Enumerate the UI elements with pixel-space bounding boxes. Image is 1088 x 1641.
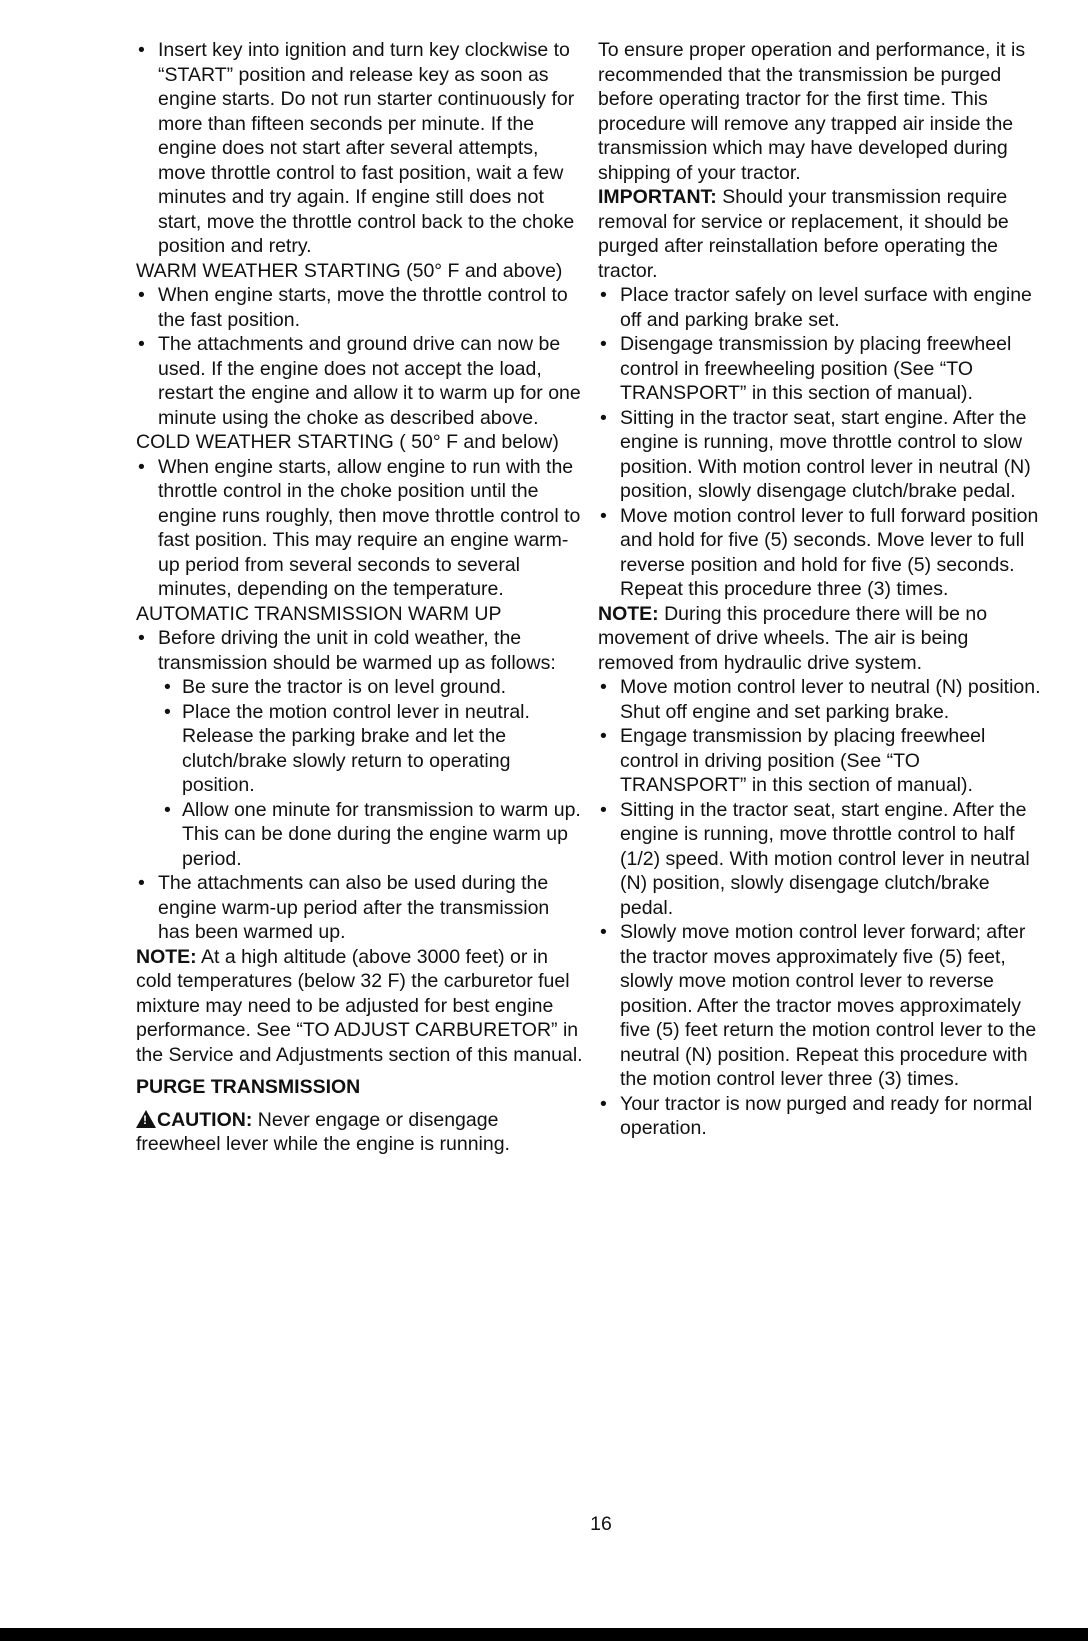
auto-trans-heading: AUTOMATIC TRANSMISSION WARM UP	[136, 602, 502, 625]
bullet-purge-9: • Your tractor is now purged and ready for normal operation.	[598, 1092, 1048, 1141]
bullet-purge-8: • Slowly move motion control lever forward; after the tractor moves approximately five (5) feet, slowly move motion control lever to reverse position. After the tractor moves approximately five (5) feet return the motion control lever to the neutral (N) position. Repeat this procedure with the motion control lever three (3) times.	[598, 920, 1048, 1092]
page-number: 16	[590, 1513, 612, 1535]
left-column	[136, 38, 586, 1157]
note-altitude	[136, 945, 586, 1068]
warm-weather-heading: WARM WEATHER STARTING (50° F and above)	[136, 259, 563, 282]
important-label: IMPORTANT:	[598, 186, 717, 208]
bullet-purge-1: • Place tractor safely on level surface with engine off and parking brake set.	[598, 283, 1048, 332]
purge-intro: To ensure proper operation and performance, it is recommended that the transmission be purged before operating tractor for the first time. This procedure will remove any trapped air inside the transmission which may have developed during shipping of your tractor.	[598, 39, 1026, 184]
bullet-purge-6: • Engage transmission by placing freewheel control in driving position (See “TO TRANSPORT” in this section of manual).	[598, 724, 1048, 798]
note-label: NOTE:	[136, 945, 197, 968]
bullet-cold-1: • When engine starts, allow engine to run with the throttle control in the choke position until the engine runs roughly, then move throttle control to fast position. This may require an engine warm-up period from several seconds to several minutes, depending on the temperature.	[136, 455, 586, 602]
note-drive-wheels	[598, 602, 1048, 676]
bullet-purge-3: • Sitting in the tractor seat, start engine. After the engine is running, move throttle control to slow position. With motion control lever in neutral (N) position, slowly disengage clutch/brake pedal.	[598, 406, 1048, 504]
right-column	[598, 38, 1048, 1141]
purge-heading: PURGE TRANSMISSION	[136, 1076, 361, 1098]
important-notice	[598, 185, 1048, 283]
bullet-insert-key: • Insert key into ignition and turn key clockwise to “START” position and release key as soon as engine starts. Do not run starter continuously for more than fifteen seconds per minute. If the engine does not start after several attempts, move throttle control to fast position, wait a few minutes and try again. If engine still does not start, move the throttle control back to the choke position and retry.	[136, 38, 586, 259]
bullet-auto-1: • Before driving the unit in cold weather, the transmission should be warmed up as follows:	[136, 626, 586, 675]
note-text-right: During this procedure there will be no movement of drive wheels. The air is being removed from hydraulic drive system.	[598, 602, 988, 674]
bullet-auto-2: • The attachments can also be used during the engine warm-up period after the transmission has been warmed up.	[136, 871, 586, 945]
important-text: Should your transmission require removal for service or replacement, it should be purged after reinstallation before operating the tractor.	[598, 186, 1009, 282]
subbullet-level-ground: • Be sure the tractor is on level ground.	[136, 675, 586, 700]
cold-weather-heading: COLD WEATHER STARTING ( 50° F and below)	[136, 431, 559, 453]
scan-bottom-edge	[0, 1628, 1088, 1641]
caution-notice	[136, 1108, 586, 1157]
caution-triangle-icon	[136, 1110, 156, 1128]
caution-text: Never engage or disengage freewheel lever while the engine is running.	[136, 1108, 510, 1155]
bullet-purge-7: • Sitting in the tractor seat, start engine. After the engine is running, move throttle control to half (1/2) speed. With motion control lever in neutral (N) position, slowly disengage clutch/brake pedal.	[598, 798, 1048, 921]
note-text: At a high altitude (above 3000 feet) or in cold temperatures (below 32 F) the carburetor fuel mixture may need to be adjusted for best engine performance. See “TO ADJUST CARBURETOR” in the Service and Adjustments section of this manual.	[136, 945, 583, 1066]
bullet-warm-2: • The attachments and ground drive can now be used. If the engine does not accept the load, restart the engine and allow it to warm up for one minute using the choke as described above.	[136, 332, 586, 430]
bullet-purge-5: • Move motion control lever to neutral (N) position. Shut off engine and set parking brake.	[598, 675, 1048, 724]
bullet-purge-2: • Disengage transmission by placing freewheel control in freewheeling position (See “TO TRANSPORT” in this section of manual).	[598, 332, 1048, 406]
bullet-purge-4: • Move motion control lever to full forward position and hold for five (5) seconds. Move lever to full reverse position and hold for five (5) seconds. Repeat this procedure three (3) times.	[598, 504, 1048, 602]
subbullet-one-minute: • Allow one minute for transmission to warm up. This can be done during the engine warm up period.	[136, 798, 586, 872]
caution-label: CAUTION:	[157, 1108, 253, 1131]
bullet-warm-1: • When engine starts, move the throttle control to the fast position.	[136, 283, 586, 332]
subbullet-neutral: • Place the motion control lever in neutral. Release the parking brake and let the clutch/brake slowly return to operating position.	[136, 700, 586, 798]
note-label-right: NOTE:	[598, 602, 659, 625]
